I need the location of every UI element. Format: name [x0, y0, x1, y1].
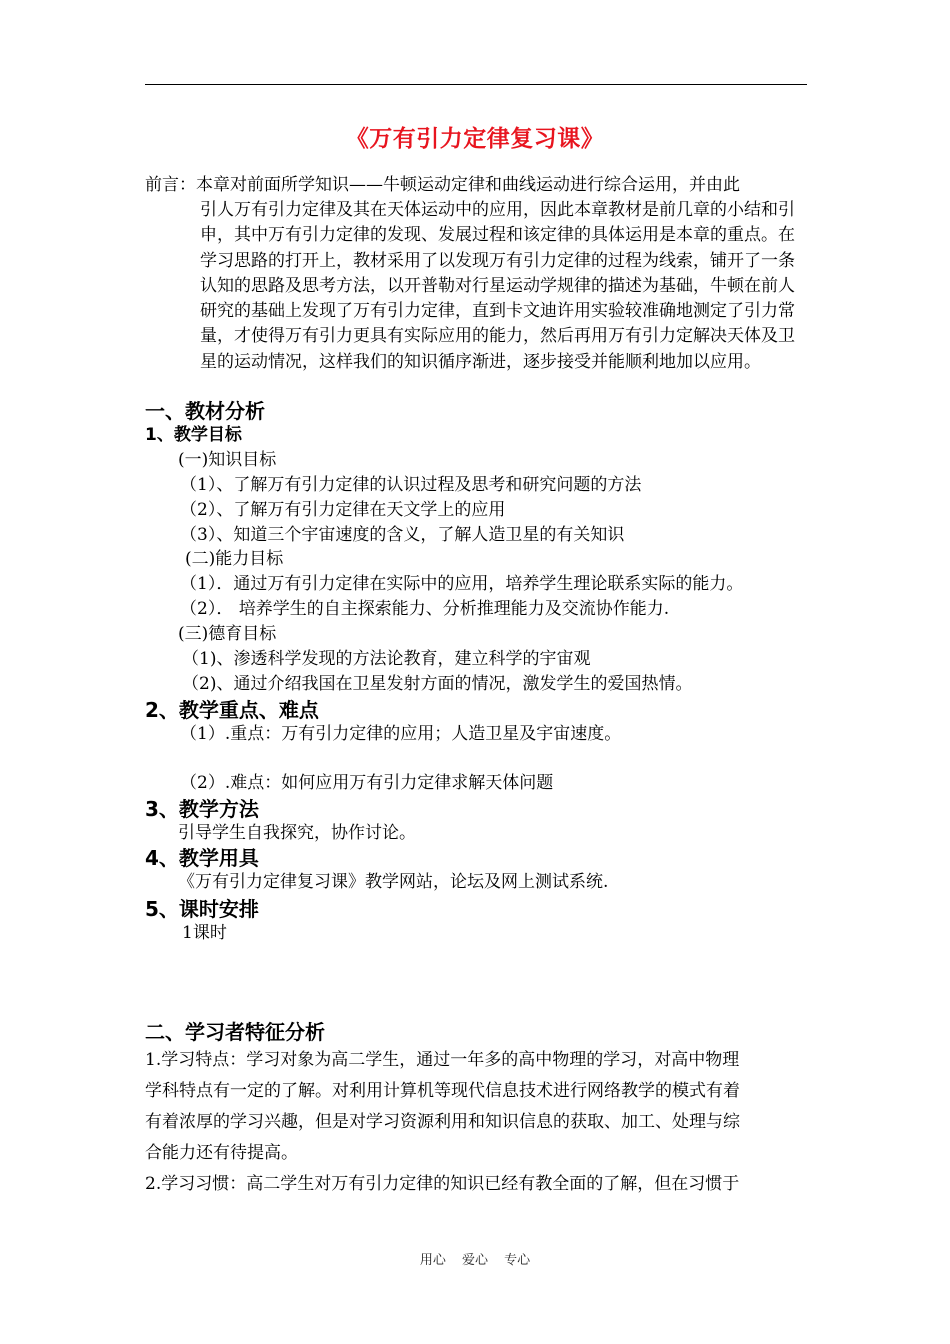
ability-item-2: （2）． 培养学生的自主探索能力、分析推理能力及交流协作能力. [180, 599, 670, 619]
page-footer: 用心 爱心 专心 [419, 1253, 531, 1268]
moral-goals-label: (三)德育目标 [178, 624, 277, 644]
knowledge-item-3: （3）、知道三个宇宙速度的含义，了解人造卫星的有关知识 [180, 525, 625, 545]
difficulty-item: （2）.难点：如何应用万有引力定律求解天体问题 [180, 773, 554, 793]
learner-line-3: 有着浓厚的学习兴趣，但是对学习资源利用和知识信息的获取、加工、处理与综 [145, 1112, 740, 1132]
section1-heading: 一、教材分析 [145, 399, 265, 423]
learner-line-2: 学科特点有一定的了解。对利用计算机等现代信息技术进行网络教学的模式有着 [145, 1081, 740, 1101]
knowledge-item-2: （2）、了解万有引力定律在天文学上的应用 [180, 500, 506, 520]
learner-line-1: 1.学习特点：学习对象为高二学生，通过一年多的高中物理的学习，对高中物理 [145, 1050, 740, 1070]
schedule-text: 1课时 [182, 923, 227, 943]
method-heading: 3、教学方法 [145, 797, 259, 821]
ability-goals-label: (二)能力目标 [185, 549, 284, 569]
key-point-item: （1）.重点：万有引力定律的应用；人造卫星及宇宙速度。 [180, 724, 622, 744]
schedule-heading: 5、课时安排 [145, 897, 259, 921]
tools-text: 《万有引力定律复习课》教学网站，论坛及网上测试系统. [178, 872, 609, 892]
header-rule [145, 84, 807, 85]
learner-line-5: 2.学习习惯：高二学生对万有引力定律的知识已经有教全面的了解，但在习惯于 [145, 1174, 740, 1194]
moral-item-1: （1)、渗透科学发现的方法论教育，建立科学的宇宙观 [182, 649, 591, 669]
section2-heading: 二、学习者特征分析 [145, 1020, 325, 1044]
preface-first-line: 前言：本章对前面所学知识——牛顿运动定律和曲线运动进行综合运用，并由此 [145, 175, 740, 195]
tools-heading: 4、教学用具 [145, 846, 259, 870]
goals-heading: 1、教学目标 [145, 425, 242, 445]
document-title: 《万有引力定律复习课》 [345, 126, 605, 152]
knowledge-item-1: （1）、了解万有引力定律的认识过程及思考和研究问题的方法 [180, 475, 642, 495]
preface-body: 引人万有引力定律及其在天体运动中的应用，因此本章教材是前几章的小结和引申，其中万有引力定律的发现、发展过程和该定律的具体运用是本章的重点。在学习思路的打开上，教材采用了以发现万有引力定律的过程为线索，铺开了一条认知的思路及思考方法，以开普勒对行星运动学规律的描述为基础，牛顿在前人研究的基础上发现了万有引力定律，直到卡文迪许用实验较准确地测定了引力常量，才使得万有引力更具有实际应用的能力，然后再用万有引力定解决天体及卫星的运动情况，这样我们的知识循序渐进，逐步接受并能顺利地加以应用。 [200, 200, 795, 372]
method-text: 引导学生自我探究，协作讨论。 [178, 823, 416, 843]
moral-item-2: （2)、通过介绍我国在卫星发射方面的情况，激发学生的爱国热情。 [182, 674, 693, 694]
ability-item-1: （1）．通过万有引力定律在实际中的应用，培养学生理论联系实际的能力。 [180, 574, 744, 594]
knowledge-goals-label: (一)知识目标 [178, 450, 277, 470]
learner-line-4: 合能力还有待提高。 [145, 1143, 298, 1163]
key-points-heading: 2、教学重点、难点 [145, 698, 319, 722]
